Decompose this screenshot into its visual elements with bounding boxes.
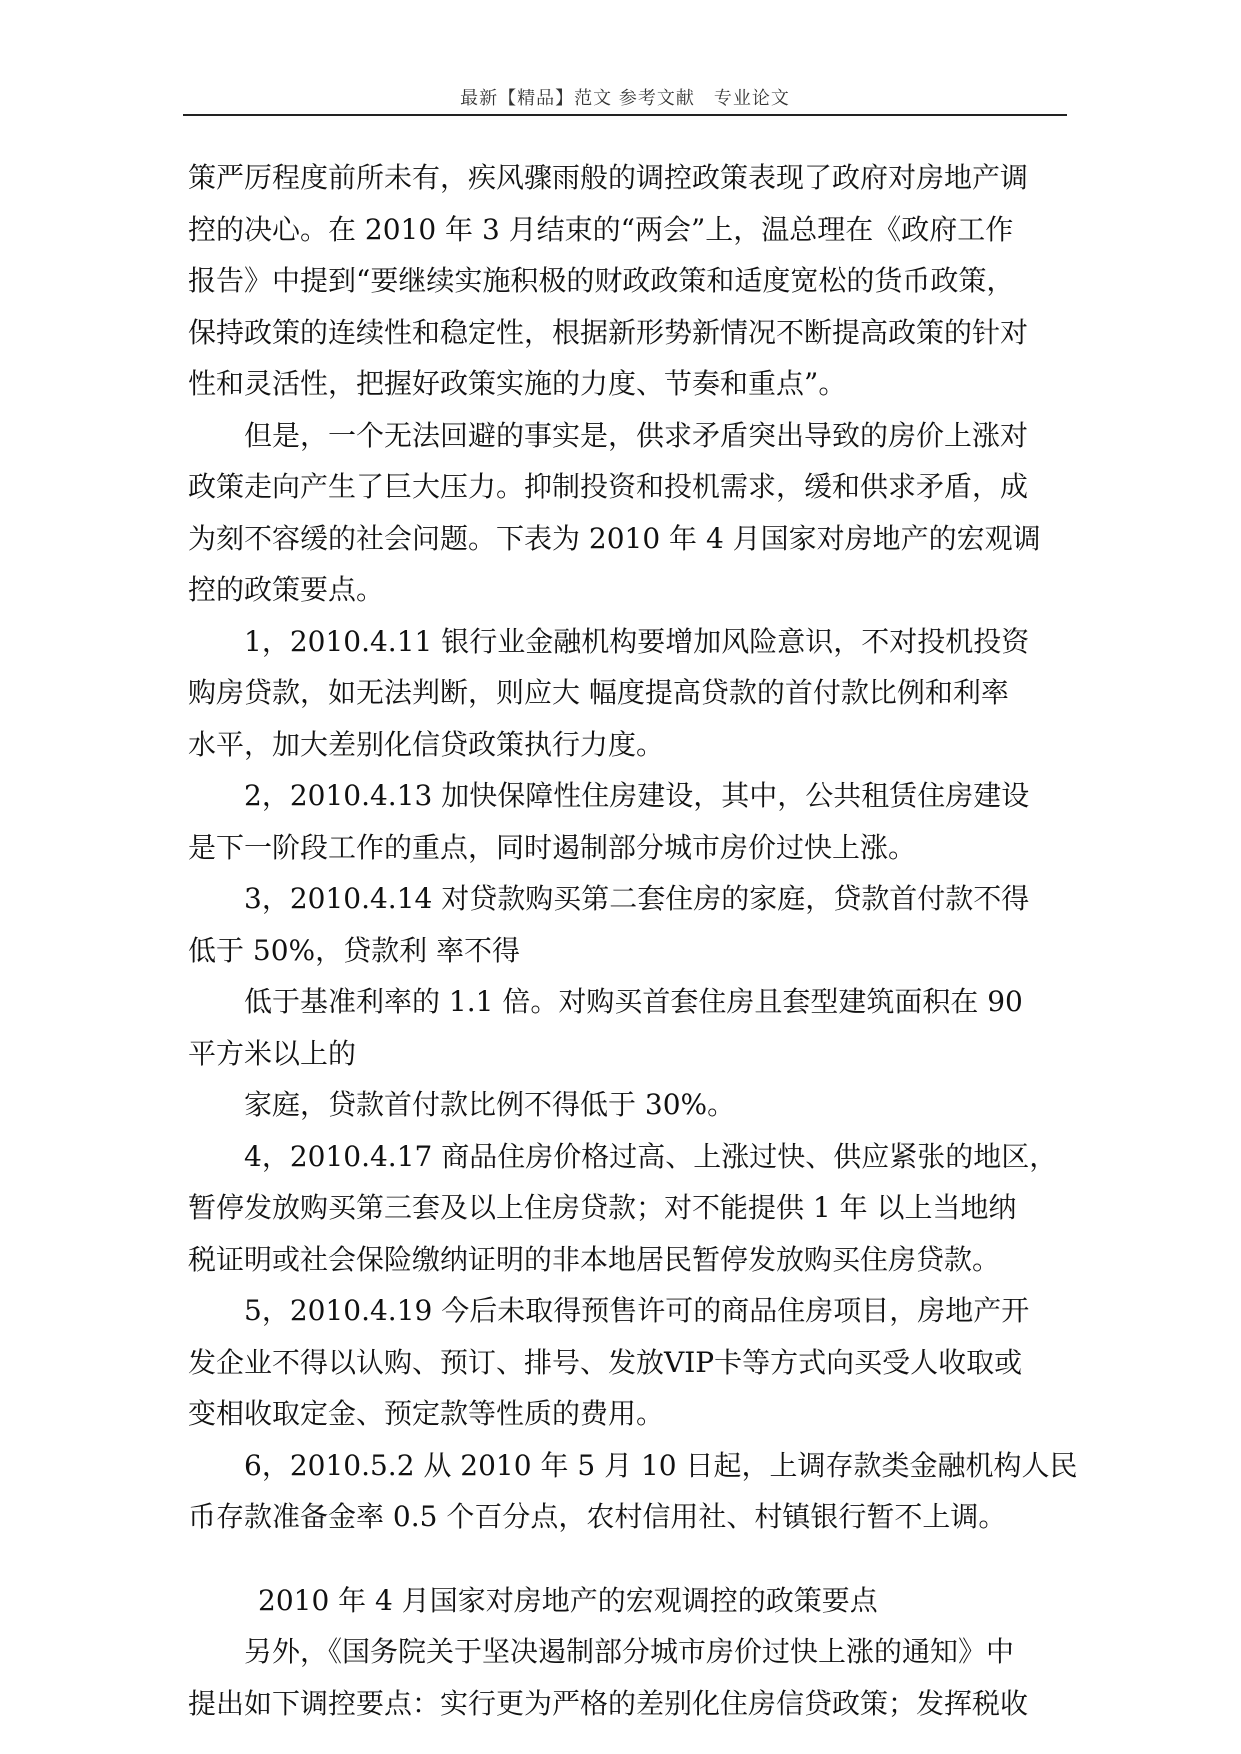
text-line: 保持政策的连续性和稳定性，根据新形势新情况不断提高政策的针对 xyxy=(188,315,1029,349)
paragraph-policy-intensity xyxy=(188,152,1056,410)
document-body xyxy=(188,152,1078,1729)
text-line: 4，2010.4.17 商品住房价格过高、上涨过快、供应紧张的地区， xyxy=(244,1139,1058,1173)
text-line: 2，2010.4.13 加快保障性住房建设，其中，公共租赁住房建设 xyxy=(244,779,1030,812)
text-line: 但是，一个无法回避的事实是，供求矛盾突出导致的房价上涨对 xyxy=(244,418,1029,452)
header-divider xyxy=(183,114,1067,116)
text-line: 策严厉程度前所未有，疾风骤雨般的调控政策表现了政府对房地产调 xyxy=(188,161,1029,194)
table-caption: 2010 年 4 月国家对房地产的宏观调控的政策要点 xyxy=(258,1583,878,1617)
policy-item-1 xyxy=(188,616,1056,771)
text-line: 变相收取定金、预定款等性质的费用。 xyxy=(188,1397,665,1430)
policy-item-2 xyxy=(188,770,1056,873)
text-line: 家庭，贷款首付款比例不得低于 30%。 xyxy=(244,1088,736,1121)
text-line: 报告》中提到“要继续实施积极的财政政策和适度宽松的货币政策， xyxy=(188,264,1015,297)
text-line: 政策走向产生了巨大压力。抑制投资和投机需求，缓和供求矛盾，成 xyxy=(188,470,1029,503)
text-line: 暂停发放购买第三套及以上住房贷款；对不能提供 1 年 以上当地纳 xyxy=(188,1191,1017,1224)
text-line: 3，2010.4.14 对贷款购买第二套住房的家庭，贷款首付款不得 xyxy=(244,882,1030,915)
text-line: 平方米以上的 xyxy=(188,1036,357,1070)
text-line: 6，2010.5.2 从 2010 年 5 月 10 日起，上调存款类金融机构人民 xyxy=(244,1448,1078,1482)
policy-item-6 xyxy=(188,1440,1078,1543)
policy-item-3-continued xyxy=(188,976,1056,1079)
text-line: 是下一阶段工作的重点，同时遏制部分城市房价过快上涨。 xyxy=(188,830,917,864)
text-line: 发企业不得以认购、预订、排号、发放VIP卡等方式向买受人收取或 xyxy=(188,1345,1023,1379)
text-line: 购房贷款，如无法判断，则应大 幅度提高贷款的首付款比例和利率 xyxy=(188,676,1009,709)
paragraph-state-council-notice xyxy=(188,1626,1056,1729)
text-line: 控的政策要点。 xyxy=(188,573,385,606)
text-line: 为刻不容缓的社会问题。下表为 2010 年 4 月国家对房地产的宏观调 xyxy=(188,521,1041,555)
text-line: 税证明或社会保险缴纳证明的非本地居民暂停发放购买住房贷款。 xyxy=(188,1242,1001,1276)
text-line: 1，2010.4.11 银行业金融机构要增加风险意识，不对投机投资 xyxy=(244,624,1030,658)
policy-item-3-continued-2 xyxy=(188,1079,1056,1131)
page-header: 最新【精品】范文 参考文献 专业论文 xyxy=(460,88,790,109)
policy-item-4 xyxy=(188,1131,1056,1286)
text-line: 性和灵活性，把握好政策实施的力度、节奏和重点”。 xyxy=(188,367,847,400)
text-line: 低于基准利率的 1.1 倍。对购买首套住房且套型建筑面积在 90 xyxy=(244,985,1023,1018)
policy-item-3 xyxy=(188,873,1056,976)
text-line: 币存款准备金率 0.5 个百分点，农村信用社、村镇银行暂不上调。 xyxy=(188,1500,1007,1533)
policy-item-5 xyxy=(188,1285,1056,1440)
text-line: 水平，加大差别化信贷政策执行力度。 xyxy=(188,727,665,761)
text-line: 提出如下调控要点：实行更为严格的差别化住房信贷政策；发挥税收 xyxy=(188,1686,1029,1720)
text-line: 控的决心。在 2010 年 3 月结束的“两会”上，温总理在《政府工作 xyxy=(188,212,1014,246)
text-line: 另外，《国务院关于坚决遏制部分城市房价过快上涨的通知》中 xyxy=(244,1635,1015,1668)
paragraph-supply-demand xyxy=(188,410,1056,616)
spacer xyxy=(188,1543,1056,1575)
text-line: 低于 50%，贷款利 率不得 xyxy=(188,933,521,967)
text-line: 5，2010.4.19 今后未取得预售许可的商品住房项目，房地产开 xyxy=(244,1294,1030,1327)
